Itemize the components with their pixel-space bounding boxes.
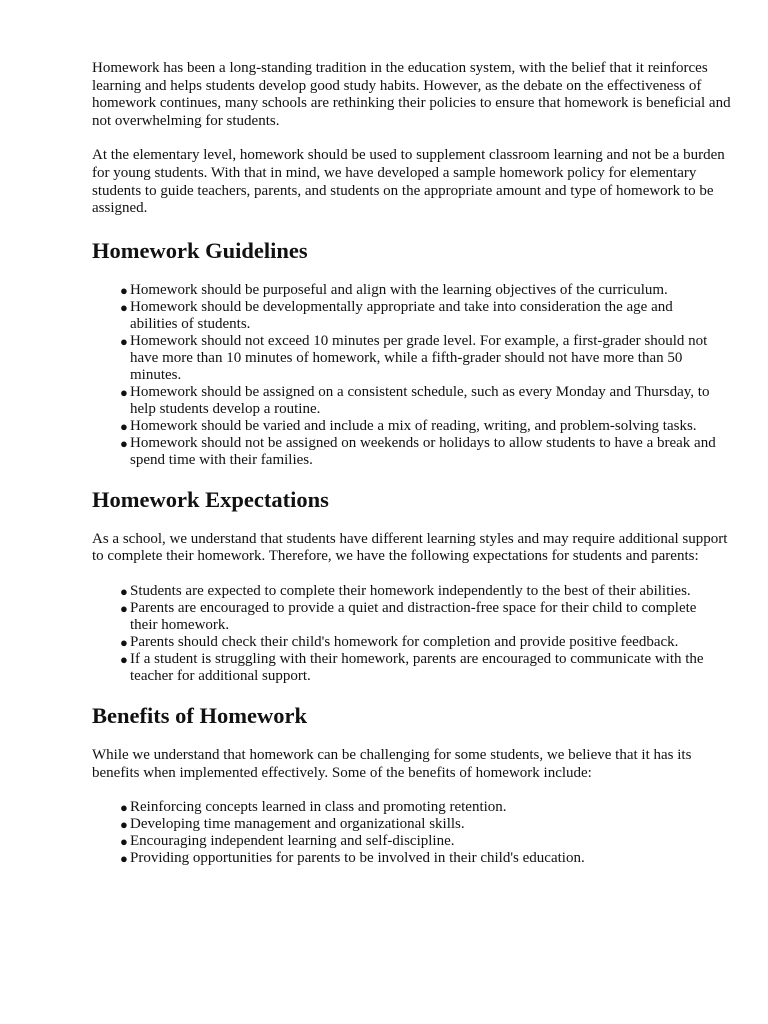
list-item: ● Homework should be purposeful and align with the learning objectives of the curriculum. <box>120 281 668 298</box>
guidelines-list <box>92 282 720 469</box>
list-item: ● Homework should be assigned on a consistent schedule, such as every Monday and Thursday, to help students develop a routine. <box>120 383 710 417</box>
bullet-icon: ● <box>120 282 128 298</box>
bullet-icon: ● <box>120 435 128 451</box>
list-item: ● Homework should not be assigned on weekends or holidays to allow students to have a break and spend time with their families. <box>120 434 716 468</box>
list-item: ● Parents should check their child's homework for completion and provide positive feedback. <box>120 633 679 650</box>
list-item: ● Homework should be developmentally appropriate and take into consideration the age and abilities of students. <box>120 298 673 332</box>
list-item: ● Students are expected to complete their homework independently to the best of their abilities. <box>120 582 691 599</box>
benefits-list <box>92 799 720 867</box>
bullet-icon: ● <box>120 600 128 616</box>
expectations-heading: Homework Expectations <box>92 486 329 512</box>
list-item: ● Developing time management and organizational skills. <box>120 816 465 833</box>
bullet-icon: ● <box>120 299 128 315</box>
bullet-icon: ● <box>120 834 128 850</box>
list-item: ● Homework should be varied and include a mix of reading, writing, and problem-solving tasks. <box>120 417 697 434</box>
intro-paragraph-1: Homework has been a long-standing tradition in the education system, with the belief that it reinforces learning and helps students develop good study habits. However, as the debate on the effectiveness of homework continues, many schools are rethinking their policies to ensure that homework is beneficial and not overwhelming for students. <box>92 60 731 129</box>
list-item: ● Parents are encouraged to provide a quiet and distraction-free space for their child to complete their homework. <box>120 599 697 633</box>
guidelines-heading: Homework Guidelines <box>92 237 308 263</box>
bullet-icon: ● <box>120 583 128 599</box>
bullet-icon: ● <box>120 851 128 867</box>
list-item: ● Reinforcing concepts learned in class and promoting retention. <box>120 799 507 816</box>
expectations-list <box>92 583 720 685</box>
bullet-icon: ● <box>120 384 128 400</box>
benefits-intro: While we understand that homework can be challenging for some students, we believe that it has its benefits when implemented effectively. Some of the benefits of homework include: <box>92 746 692 781</box>
bullet-icon: ● <box>120 817 128 833</box>
expectations-intro: As a school, we understand that students have different learning styles and may require additional support to complete their homework. Therefore, we have the following expectations for students and parents: <box>92 530 728 565</box>
list-item: ● Encouraging independent learning and self-discipline. <box>120 833 455 850</box>
bullet-icon: ● <box>120 333 128 349</box>
list-item: ● Providing opportunities for parents to be involved in their child's education. <box>120 850 585 867</box>
benefits-heading: Benefits of Homework <box>92 702 307 728</box>
list-item: ● Homework should not exceed 10 minutes per grade level. For example, a first-grader should not have more than 10 minutes of homework, while a fifth-grader should not have more than 50 minutes. <box>120 332 708 383</box>
bullet-icon: ● <box>120 418 128 434</box>
bullet-icon: ● <box>120 800 128 816</box>
intro-paragraph-2: At the elementary level, homework should be used to supplement classroom learning and not be a burden for young students. With that in mind, we have developed a sample homework policy for elementary students to guide teachers, parents, and students on the appropriate amount and type of homework to be assigned. <box>92 147 725 217</box>
bullet-icon: ● <box>120 651 128 667</box>
list-item: ● If a student is struggling with their homework, parents are encouraged to communicate with the teacher for additional support. <box>120 650 704 684</box>
bullet-icon: ● <box>120 634 128 650</box>
